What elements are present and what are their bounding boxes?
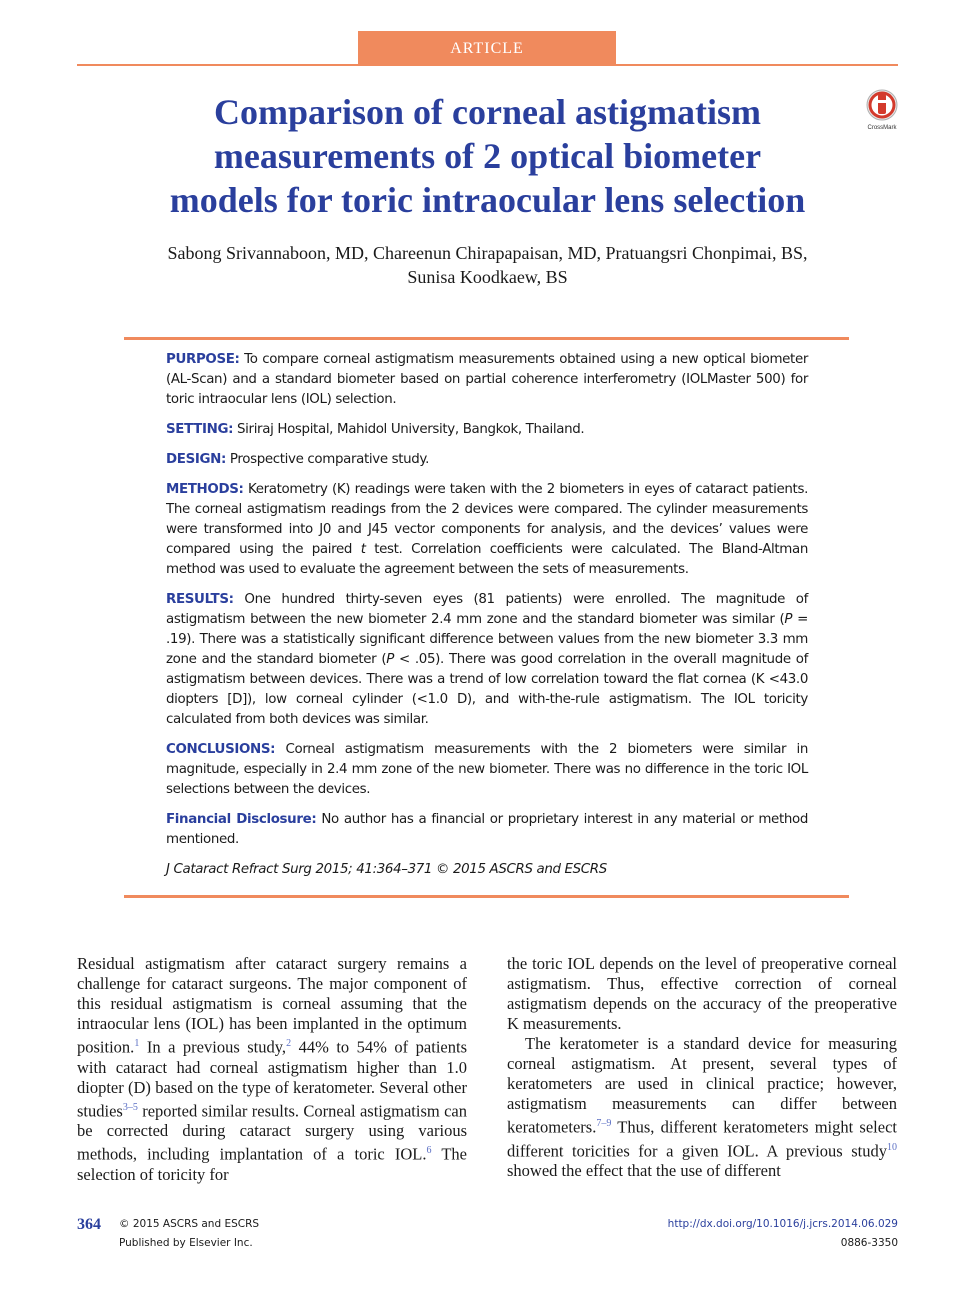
- conclusions-label: CONCLUSIONS:: [166, 742, 276, 757]
- abstract-bottom-rule: [124, 895, 849, 898]
- financial-label: Financial Disclosure:: [166, 812, 317, 827]
- crossmark-icon: [862, 88, 902, 122]
- abstract-purpose: [166, 350, 808, 410]
- abstract-conclusions: [166, 740, 808, 800]
- reference-link[interactable]: 6: [426, 1145, 432, 1156]
- reference-link[interactable]: 3–5: [122, 1101, 138, 1113]
- body-paragraph: the toric IOL depends on the level of preoperative corneal astigmatism. Thus, effective correction of corneal astigmatism depends on the accuracy of the preoperative K measurements.: [507, 954, 897, 1033]
- results-text: = .19). There was a statistically significant difference between values from the new biometer 3.3 mm zone and the standard biometer (: [166, 612, 809, 667]
- results-p: P: [784, 612, 793, 627]
- footer-copyright: © 2015 ASCRS and ESCRS: [119, 1218, 260, 1230]
- body-text: In a previous study,: [139, 1037, 287, 1057]
- body-text: The selection of toricity for: [77, 1144, 468, 1184]
- abstract: [166, 350, 808, 890]
- reference-link[interactable]: 1: [134, 1038, 140, 1049]
- abstract-financial: [166, 810, 808, 850]
- reference-link[interactable]: 7–9: [596, 1118, 612, 1129]
- abstract-methods: [166, 480, 808, 580]
- body-text: reported similar results. Corneal astigmatism can be corrected during cataract surgery using various methods, including implantation of a toric IOL.: [77, 1101, 467, 1164]
- body-column-left: [77, 954, 467, 1185]
- footer-publisher: Published by Elsevier Inc.: [119, 1237, 253, 1249]
- body-paragraph: [77, 954, 467, 1185]
- setting-text: Siriraj Hospital, Mahidol University, Bangkok, Thailand.: [233, 422, 585, 437]
- page-number: 364: [77, 1216, 101, 1233]
- abstract-setting: [166, 420, 808, 440]
- body-text: Residual astigmatism after cataract surgery remains a challenge for cataract surgeons. The major component of this residual astigmatism is corneal assuming that the intraocular lens (IOL) has been implanted in the optimum position.: [77, 954, 467, 1057]
- crossmark-badge[interactable]: [862, 88, 902, 131]
- authors-line: Sabong Srivannaboon, MD, Chareenun Chirapapaisan, MD, Pratuangsri Chonpimai, BS,: [167, 243, 808, 263]
- doi-link[interactable]: http://dx.doi.org/10.1016/j.jcrs.2014.06.029: [667, 1218, 898, 1230]
- header-rule: [77, 64, 898, 66]
- body-text: The keratometer is a standard device for measuring corneal astigmatism. At present, several types of keratometers are used in clinical practice; however, astigmatism measurements can differ between keratometers.: [507, 1034, 897, 1137]
- methods-label: METHODS:: [166, 482, 244, 497]
- article-title: [100, 90, 875, 222]
- methods-text: test. Correlation coefficients were calculated. The Bland-Altman method was used to evaluate the agreement between the sets of measurements.: [166, 542, 808, 577]
- purpose-label: PURPOSE:: [166, 352, 240, 367]
- methods-text: Keratometry (K) readings were taken with the 2 biometers in eyes of cataract patients. The corneal astigmatism readings from the 2 devices were compared. The cylinder measurements were transformed into J0 and J45 vector components for analysis, and the devices’ values were compared using the paired: [166, 482, 808, 557]
- footer-issn: 0886-3350: [840, 1237, 898, 1249]
- body-text: 44% to 54% of patients with cataract had corneal astigmatism higher than 1.0 diopter (D) based on the type of keratometer. Several other studies: [77, 1037, 468, 1120]
- title-line: Comparison of corneal astigmatism: [214, 92, 761, 132]
- title-line: measurements of 2 optical biometer: [213, 136, 762, 176]
- methods-t: t: [360, 542, 366, 557]
- results-text: One hundred thirty-seven eyes (81 patients) were enrolled. The magnitude of astigmatism between the new biometer 2.4 mm zone and the standard biometer was similar (: [166, 592, 808, 627]
- body-text: showed the effect that the use of different: [507, 1161, 781, 1180]
- crossmark-label: CrossMark: [867, 125, 897, 131]
- reference-link[interactable]: 10: [887, 1141, 897, 1153]
- setting-label: SETTING:: [166, 422, 234, 437]
- reference-link[interactable]: 2: [286, 1038, 292, 1049]
- abstract-results: [166, 590, 808, 730]
- conclusions-text: Corneal astigmatism measurements with the 2 biometers were similar in magnitude, especially in 2.4 mm zone of the new biometer. There was no difference in the toric IOL selections between the devices.: [166, 742, 808, 797]
- authors-line: Sunisa Koodkaew, BS: [407, 267, 568, 287]
- results-text: < .05). There was good correlation in the overall magnitude of astigmatism between devices. There was a trend of low correlation toward the flat cornea (K <43.0 diopters [D]), low corneal cylinder (<1.0 D), and with-the-rule astigmatism. The IOL toricity calculated from both devices was similar.: [166, 652, 808, 727]
- design-label: DESIGN:: [166, 452, 226, 467]
- financial-text: No author has a financial or proprietary interest in any material or method mentioned.: [166, 812, 808, 847]
- body-column-right: [507, 954, 897, 1181]
- body-paragraph: [507, 1034, 897, 1181]
- results-label: RESULTS:: [166, 592, 234, 607]
- design-text: Prospective comparative study.: [226, 452, 430, 467]
- body-text: Thus, different keratometers might select different toricities for a given IOL. A previous study: [507, 1117, 897, 1160]
- journal-citation: J Cataract Refract Surg 2015; 41:364–371 © 2015 ASCRS and ESCRS: [166, 862, 607, 877]
- results-p: P: [386, 652, 394, 667]
- purpose-text: To compare corneal astigmatism measurements obtained using a new optical biometer (AL-Scan) and a standard biometer based on partial coherence interferometry (IOLMaster 500) for toric intraocular lens (IOL) selection.: [166, 352, 808, 407]
- author-list: [100, 241, 875, 289]
- title-line: models for toric intraocular lens selection: [169, 180, 806, 220]
- section-label: ARTICLE: [358, 31, 616, 65]
- abstract-top-rule: [124, 337, 849, 340]
- abstract-design: [166, 450, 808, 470]
